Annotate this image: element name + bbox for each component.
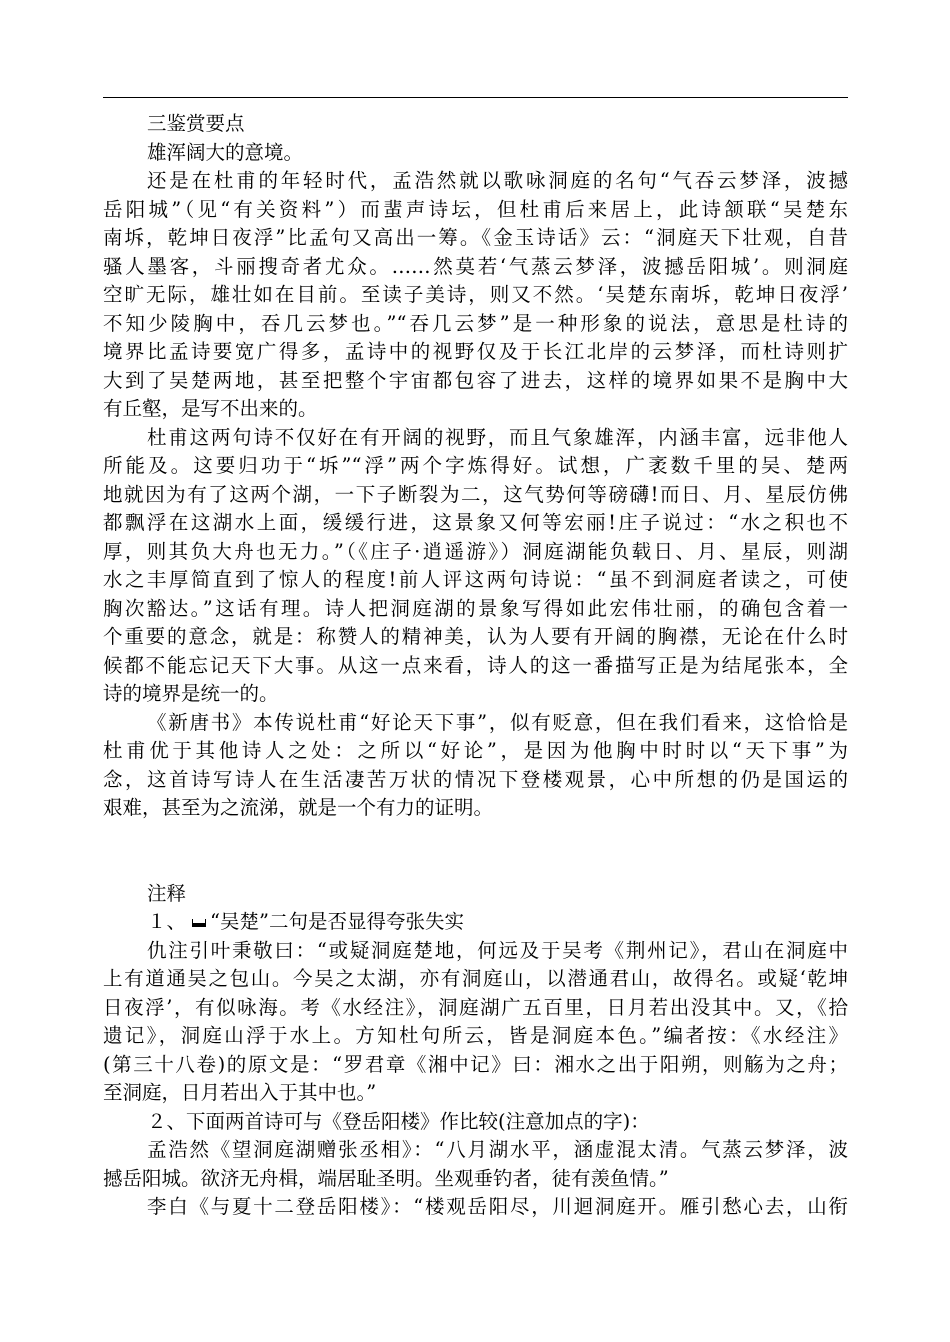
- paragraph-1: [103, 167, 848, 424]
- bracket-marker-icon: [192, 919, 206, 927]
- paragraph-line: 南坼，乾坤日夜浮”比孟句又高出一筹。《金玉诗话》云：“洞庭天下壮观，自昔: [103, 226, 848, 249]
- paragraph-line: 胸次豁达。”这话有理。诗人把洞庭湖的景象写得如此宏伟壮丽，的确包含着一: [103, 596, 848, 620]
- note-line: 撼岳阳城。欲济无舟楫，端居耻圣明。坐观垂钓者，徒有羡鱼情。”: [103, 1166, 669, 1190]
- note-line: 仇注引叶秉敬曰：“或疑洞庭楚地，何远及于吴考《荆州记》，君山在洞庭中: [147, 938, 848, 962]
- section-subheading: 雄浑阔大的意境。: [147, 140, 304, 164]
- paragraph-line: 个重要的意念，就是：称赞人的精神美，认为人要有开阔的胸襟，无论在什么时: [103, 625, 848, 648]
- paragraph-line: 所能及。这要归功于“坼”“浮”两个字炼得好。试想，广袤数千里的吴、楚两: [103, 454, 848, 477]
- blank-space: [103, 823, 848, 880]
- note-line: 孟浩然《望洞庭湖赠张丞相》：“八月湖水平，涵虚混太清。气蒸云梦泽，波: [147, 1138, 848, 1161]
- note-line: 日夜浮’，有似咏海。考《水经注》，洞庭湖广五百里，日月若出没其中。又，《拾: [103, 995, 848, 1019]
- note-line: 李白《与夏十二登岳阳楼》：“楼观岳阳尽，川迴洞庭开。雁引愁心去，山衔: [147, 1195, 848, 1218]
- paragraph-line: 境界比孟诗要宽广得多，孟诗中的视野仅及于长江北岸的云梦泽，而杜诗则扩: [103, 340, 848, 363]
- paragraph-line: 杜甫优于其他诗人之处：之所以“好论”，是因为他胸中时时以“天下事”为: [103, 739, 848, 762]
- note-1-body: [103, 937, 848, 1108]
- note-1-title: [103, 908, 848, 937]
- paragraph-line: 空旷无际，雄壮如在目前。至读子美诗，则又不然。‘吴楚东南坼，乾坤日夜浮’: [103, 283, 848, 306]
- paragraph-line: 厚，则其负大舟也无力。”（《庄子·逍遥游》）洞庭湖能负载日、月、星辰，则湖: [103, 539, 848, 563]
- paragraph-line: 杜甫这两句诗不仅好在有开阔的视野，而且气象雄浑，内涵丰富，远非他人: [147, 425, 848, 449]
- paragraph-line: 艰难，甚至为之流涕，就是一个有力的证明。: [103, 796, 494, 819]
- notes-heading: 注释: [147, 881, 187, 905]
- paragraph-line: 诗的境界是统一的。: [103, 682, 279, 705]
- paragraph-line: 岳阳城”（见“有关资料”）而蜚声诗坛，但杜甫后来居上，此诗颔联“吴楚东: [103, 197, 848, 221]
- paragraph-line: 候都不能忘记天下大事。从这一点来看，诗人的这一番描写正是为结尾张本，全: [103, 653, 848, 677]
- paragraph-line: 水之丰厚简直到了惊人的程度!前人评这两句诗说：“虽不到洞庭者读之，可使: [103, 568, 848, 591]
- document-page: [103, 110, 848, 1222]
- note-2-title: ２、下面两首诗可与《登岳阳楼》作比较(注意加点的字)：: [147, 1109, 650, 1133]
- paragraph-line: 不知少陵胸中，吞几云梦也。”“吞几云梦”是一种形象的说法，意思是杜诗的: [103, 311, 848, 335]
- note-1-number: １、: [147, 910, 187, 933]
- paragraph-3: [103, 709, 848, 823]
- paragraph-line: 大到了吴楚两地，甚至把整个宇宙都包容了进去，这样的境界如果不是胸中大: [103, 368, 848, 392]
- paragraph-line: 有丘壑，是写不出来的。: [103, 397, 318, 420]
- paragraph-line: 骚人墨客，斗丽搜奇者尤众。……然莫若‘气蒸云梦泽，波撼岳阳城’。则洞庭: [103, 254, 848, 278]
- paragraph-line: 都飘浮在这湖水上面，缓缓行进，这景象又何等宏丽!庄子说过：“水之积也不: [103, 511, 848, 534]
- paragraph-line: 念，这首诗写诗人在生活凄苦万状的情况下登楼观景，心中所想的仍是国运的: [103, 767, 848, 791]
- note-line: 上有道通吴之包山。今吴之太湖，亦有洞庭山，以潜通君山，故得名。或疑‘乾坤: [103, 967, 848, 990]
- paragraph-2: [103, 424, 848, 709]
- note-line: (第三十八卷)的原文是：“罗君章《湘中记》曰：湘水之出于阳朔，则觞为之舟；: [103, 1052, 848, 1076]
- note-2-body: [103, 1136, 848, 1222]
- paragraph-line: 地就因为有了这两个湖，一下子断裂为二，这气势何等磅礴!而日、月、星辰仿佛: [103, 482, 848, 506]
- paragraph-line: 还是在杜甫的年轻时代，孟浩然就以歌咏洞庭的名句“气吞云梦泽，波撼: [147, 169, 848, 192]
- header-rule: [103, 97, 848, 98]
- note-line: 遗记》，洞庭山浮于水上。方知杜句所云，皆是洞庭本色。”编者按：《水经注》: [103, 1024, 848, 1047]
- section-heading: 三鉴赏要点: [147, 112, 245, 135]
- note-1-title-text: “吴楚”二句是否显得夸张失实: [210, 910, 464, 933]
- note-line: 至洞庭，日月若出入于其中也。”: [103, 1081, 377, 1104]
- paragraph-line: 《新唐书》本传说杜甫“好论天下事”，似有贬意，但在我们看来，这恰恰是: [147, 710, 848, 734]
